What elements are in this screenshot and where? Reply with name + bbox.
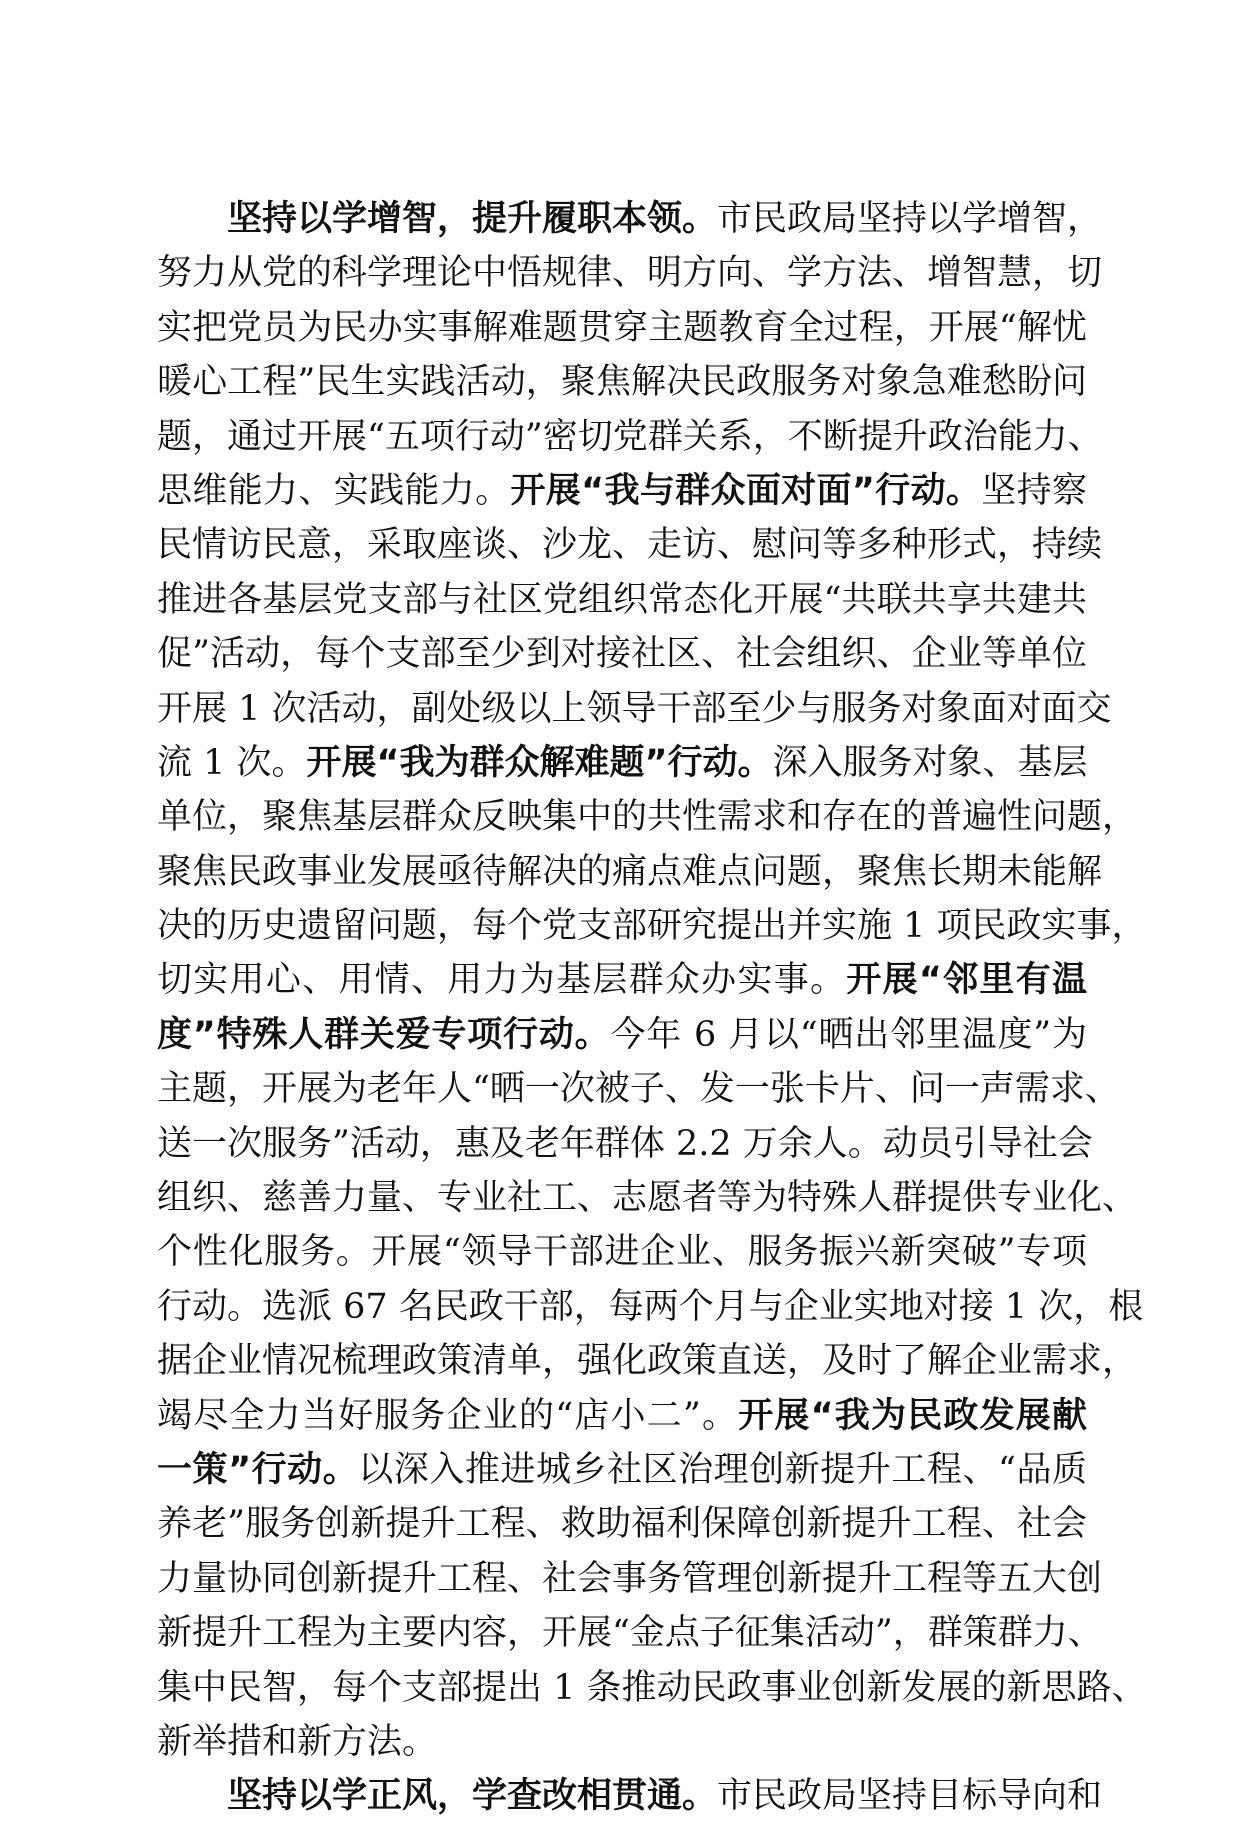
text-line xyxy=(157,192,1103,246)
text-run: 集中民智，每个支部提出 1 条推动民政事业创新发展的新思路、 xyxy=(157,1667,1147,1708)
text-run: 民情访民意，采取座谈、沙龙、走访、慰问等多种形式，持续 xyxy=(157,525,1103,566)
text-run: 以深入推进城乡社区治理创新提升工程、“品质 xyxy=(358,1449,1087,1490)
text-run: 实把党员为民办实事解难题贯穿主题教育全过程，开展“解忧 xyxy=(157,307,1087,348)
text-line xyxy=(157,953,1087,1007)
text-run: 思维能力、实践能力。 xyxy=(157,470,511,511)
bold-heading-run: 一策”行动。 xyxy=(157,1449,359,1490)
text-line xyxy=(157,1280,1144,1334)
text-line xyxy=(157,790,1138,844)
text-line xyxy=(157,736,1087,790)
text-line xyxy=(157,518,1103,572)
text-line xyxy=(157,1225,1087,1279)
text-run: 深入服务对象、基层 xyxy=(772,742,1088,783)
text-run: 促”活动，每个支部至少到对接社区、社会组织、企业等单位 xyxy=(157,634,1087,675)
text-line xyxy=(157,410,1103,464)
text-run: 开展 1 次活动，副处级以上领导干部至少与服务对象面对面交 xyxy=(157,688,1112,729)
text-run: 市民政局坚持以学增智， xyxy=(717,199,1103,239)
text-run: 组织、慈善力量、专业社工、志愿者等为特殊人群提供专业化、 xyxy=(157,1178,1138,1219)
text-line xyxy=(157,627,1087,681)
text-run: 坚持察 xyxy=(981,470,1087,511)
paragraph-2 xyxy=(157,1769,1103,1823)
text-line xyxy=(157,899,1147,953)
text-line xyxy=(157,1008,1087,1062)
text-run: 聚焦民政事业发展亟待解决的痛点难点问题，聚焦长期未能解 xyxy=(157,851,1103,892)
bold-heading-run: 度”特殊人群关爱专项行动。 xyxy=(157,1014,611,1055)
text-line xyxy=(157,1715,1087,1769)
text-run: 决的历史遗留问题，每个党支部研究提出并实施 1 项民政实事， xyxy=(157,906,1147,947)
text-run: 今年 6 月以“晒出邻里温度”为 xyxy=(610,1014,1087,1055)
text-line xyxy=(157,464,1087,518)
text-line xyxy=(157,355,1087,409)
text-line xyxy=(157,1117,1093,1171)
paragraph-1 xyxy=(157,192,1147,1769)
bold-heading-run: 开展“我为民政发展献 xyxy=(738,1395,1087,1436)
text-run: 主题，开展为老年人“晒一次被子、发一张卡片、问一声需求、 xyxy=(157,1069,1120,1110)
text-line xyxy=(157,1334,1138,1388)
text-run: 推进各基层党支部与社区党组织常态化开展“共联共享共建共 xyxy=(157,579,1087,620)
text-line xyxy=(157,1497,1087,1551)
text-run: 力量协同创新提升工程、社会事务管理创新提升工程等五大创 xyxy=(157,1558,1103,1599)
text-line xyxy=(157,301,1087,355)
text-run: 流 1 次。 xyxy=(157,742,307,783)
text-run: 努力从党的科学理论中悟规律、明方向、学方法、增智慧，切 xyxy=(157,253,1103,294)
text-run: 据企业情况梳理政策清单，强化政策直送，及时了解企业需求， xyxy=(157,1341,1138,1382)
bold-heading-run: 开展“我与群众面对面”行动。 xyxy=(510,470,982,511)
text-run: 单位，聚焦基层群众反映集中的共性需求和存在的普遍性问题， xyxy=(157,797,1138,838)
text-line xyxy=(157,573,1087,627)
text-line xyxy=(157,1606,1103,1660)
bold-heading-run: 开展“邻里有温 xyxy=(846,960,1087,1001)
bold-heading-run: 开展“我为群众解难题”行动。 xyxy=(306,742,773,783)
text-line xyxy=(157,246,1103,300)
text-line xyxy=(157,1389,1087,1443)
text-run: 送一次服务”活动，惠及老年群体 2.2 万余人。动员引导社会 xyxy=(157,1123,1093,1164)
text-run: 切实用心、用情、用力为基层群众办实事。 xyxy=(157,960,847,1001)
text-line xyxy=(157,845,1103,899)
text-run: 市民政局坚持目标导向和 xyxy=(717,1776,1103,1817)
text-line xyxy=(157,1769,1103,1823)
text-run: 养老”服务创新提升工程、救助福利保障创新提升工程、社会 xyxy=(157,1504,1087,1545)
text-line xyxy=(157,1661,1147,1715)
text-line xyxy=(157,1171,1138,1225)
text-run: 题，通过开展“五项行动”密切党群关系，不断提升政治能力、 xyxy=(157,416,1103,457)
text-run: 新提升工程为主要内容，开展“金点子征集活动”，群策群力、 xyxy=(157,1613,1103,1654)
text-line xyxy=(157,1443,1087,1497)
text-line xyxy=(157,1552,1103,1606)
text-run: 行动。选派 67 名民政干部，每两个月与企业实地对接 1 次，根 xyxy=(157,1286,1144,1327)
document-body xyxy=(157,192,1147,1824)
text-run: 竭尽全力当好服务企业的“店小二”。 xyxy=(157,1395,739,1436)
bold-heading-run: 坚持以学正风，学查改相贯通。 xyxy=(227,1776,718,1817)
text-run: 暖心工程”民生实践活动，聚焦解决民政服务对象急难愁盼问 xyxy=(157,362,1087,403)
bold-heading-run: 坚持以学增智，提升履职本领。 xyxy=(227,199,718,239)
text-run: 新举措和新方法。 xyxy=(157,1721,438,1762)
text-line xyxy=(157,682,1112,736)
text-run: 个性化服务。开展“领导干部进企业、服务振兴新突破”专项 xyxy=(157,1232,1087,1273)
text-line xyxy=(157,1062,1120,1116)
